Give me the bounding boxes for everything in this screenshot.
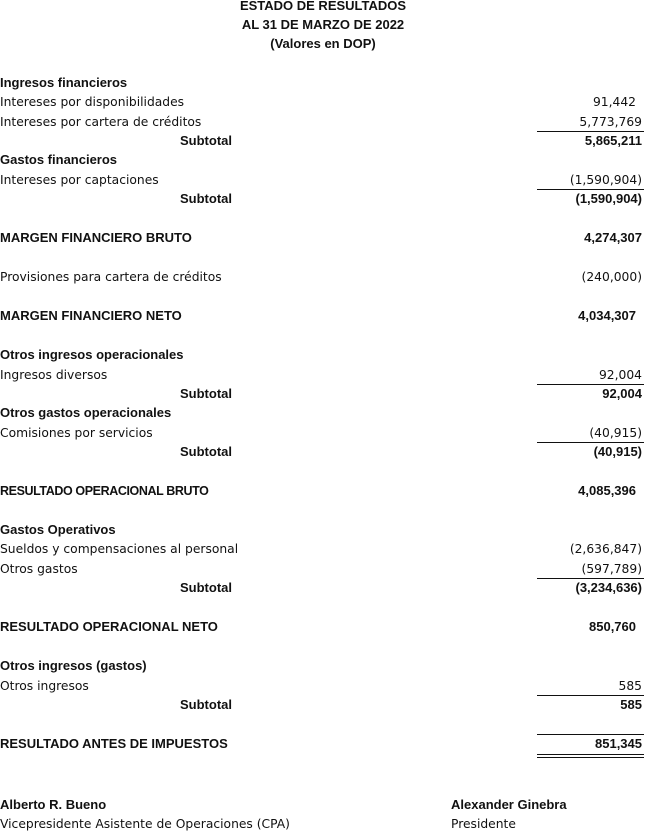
resultado-antes-impuestos-row bbox=[0, 735, 646, 753]
double-rule-bottom bbox=[537, 757, 644, 758]
double-rule-top bbox=[537, 754, 644, 755]
margen-financiero-bruto-row bbox=[0, 229, 646, 247]
provisiones-row bbox=[0, 268, 646, 286]
signatory-name: Alexander Ginebra bbox=[451, 797, 567, 812]
line-item-value: 585 bbox=[618, 679, 642, 693]
line-item-value: (597,789) bbox=[581, 562, 642, 576]
subtotal-label: Subtotal bbox=[180, 444, 232, 459]
section-heading-label: Gastos financieros bbox=[0, 152, 118, 167]
line-item-label: Sueldos y compensaciones al personal bbox=[0, 542, 239, 556]
section-heading-label: Otros ingresos operacionales bbox=[0, 347, 184, 362]
subtotal-value: (40,915) bbox=[593, 444, 642, 459]
total-label: MARGEN FINANCIERO BRUTO bbox=[0, 230, 192, 245]
line-item-value: 92,004 bbox=[598, 368, 642, 382]
line-item-row bbox=[0, 540, 646, 558]
subtotal-label: Subtotal bbox=[180, 191, 232, 206]
resultado-operacional-neto-row bbox=[0, 618, 646, 636]
signatory-title: Vicepresidente Asistente de Operaciones (CPA) bbox=[0, 817, 290, 831]
total-value: 850,760 bbox=[589, 619, 636, 634]
statement-title: ESTADO DE RESULTADOS bbox=[239, 0, 407, 13]
line-item-label: Otros ingresos bbox=[0, 679, 89, 693]
subtotal-value: 92,004 bbox=[602, 386, 642, 401]
section-heading-gastos-financieros bbox=[0, 151, 646, 169]
subtotal-label: Subtotal bbox=[180, 386, 232, 401]
line-item-row bbox=[0, 560, 646, 578]
subtotal-row bbox=[0, 443, 646, 461]
signatory-name: Alberto R. Bueno bbox=[0, 797, 107, 812]
line-item-label: Intereses por disponibilidades bbox=[0, 95, 185, 109]
resultado-operacional-bruto-row bbox=[0, 482, 646, 500]
line-item-label: Intereses por cartera de créditos bbox=[0, 115, 202, 129]
line-item-label: Otros gastos bbox=[0, 562, 78, 576]
line-item-row bbox=[0, 171, 646, 189]
total-label: MARGEN FINANCIERO NETO bbox=[0, 308, 182, 323]
line-item-row bbox=[0, 113, 646, 131]
subtotal-value: 5,865,211 bbox=[584, 133, 642, 148]
total-label: RESULTADO OPERACIONAL BRUTO bbox=[0, 484, 209, 498]
section-heading-label: Ingresos financieros bbox=[0, 75, 128, 90]
line-item-label: Comisiones por servicios bbox=[0, 426, 153, 440]
line-item-value: 91,442 bbox=[592, 95, 636, 109]
line-item-row bbox=[0, 93, 646, 111]
line-item-value: (1,590,904) bbox=[569, 173, 642, 187]
total-value: 4,085,396 bbox=[578, 483, 636, 498]
total-label: RESULTADO OPERACIONAL NETO bbox=[0, 619, 218, 634]
section-heading-gastos-operativos bbox=[0, 521, 646, 539]
line-item-value: 5,773,769 bbox=[579, 115, 642, 129]
line-item-row bbox=[0, 366, 646, 384]
section-heading-ingresos-financieros bbox=[0, 74, 646, 92]
line-item-value: (2,636,847) bbox=[569, 542, 642, 556]
subtotal-label: Subtotal bbox=[180, 697, 232, 712]
line-item-value: (240,000) bbox=[581, 270, 642, 284]
section-heading-otros-gastos-operacionales bbox=[0, 404, 646, 422]
subtotal-value: 585 bbox=[620, 697, 642, 712]
total-value: 851,345 bbox=[595, 736, 642, 751]
section-heading-label: Gastos Operativos bbox=[0, 522, 116, 537]
total-value: 4,274,307 bbox=[584, 230, 642, 245]
subtotal-row bbox=[0, 696, 646, 714]
section-heading-label: Otros ingresos (gastos) bbox=[0, 658, 147, 673]
subtotal-value: (1,590,904) bbox=[575, 191, 642, 206]
line-item-label: Ingresos diversos bbox=[0, 368, 108, 382]
subtotal-row bbox=[0, 132, 646, 150]
section-heading-otros-ingresos-gastos bbox=[0, 657, 646, 675]
line-item-label: Intereses por captaciones bbox=[0, 173, 159, 187]
line-item-value: (40,915) bbox=[589, 426, 642, 440]
line-item-row bbox=[0, 677, 646, 695]
total-label: RESULTADO ANTES DE IMPUESTOS bbox=[0, 736, 228, 751]
signatory-title: Presidente bbox=[451, 817, 516, 831]
total-value: 4,034,307 bbox=[578, 308, 636, 323]
line-item-label: Provisiones para cartera de créditos bbox=[0, 270, 222, 284]
statement-date: AL 31 DE MARZO DE 2022 bbox=[241, 17, 405, 32]
subtotal-row bbox=[0, 579, 646, 597]
section-heading-otros-ingresos-operacionales bbox=[0, 346, 646, 364]
subtotal-label: Subtotal bbox=[180, 580, 232, 595]
subtotal-row bbox=[0, 190, 646, 208]
statement-currency: (Valores en DOP) bbox=[270, 36, 376, 51]
subtotal-value: (3,234,636) bbox=[575, 580, 642, 595]
margen-financiero-neto-row bbox=[0, 307, 646, 325]
subtotal-row bbox=[0, 385, 646, 403]
section-heading-label: Otros gastos operacionales bbox=[0, 405, 172, 420]
subtotal-label: Subtotal bbox=[180, 133, 232, 148]
line-item-row bbox=[0, 424, 646, 442]
